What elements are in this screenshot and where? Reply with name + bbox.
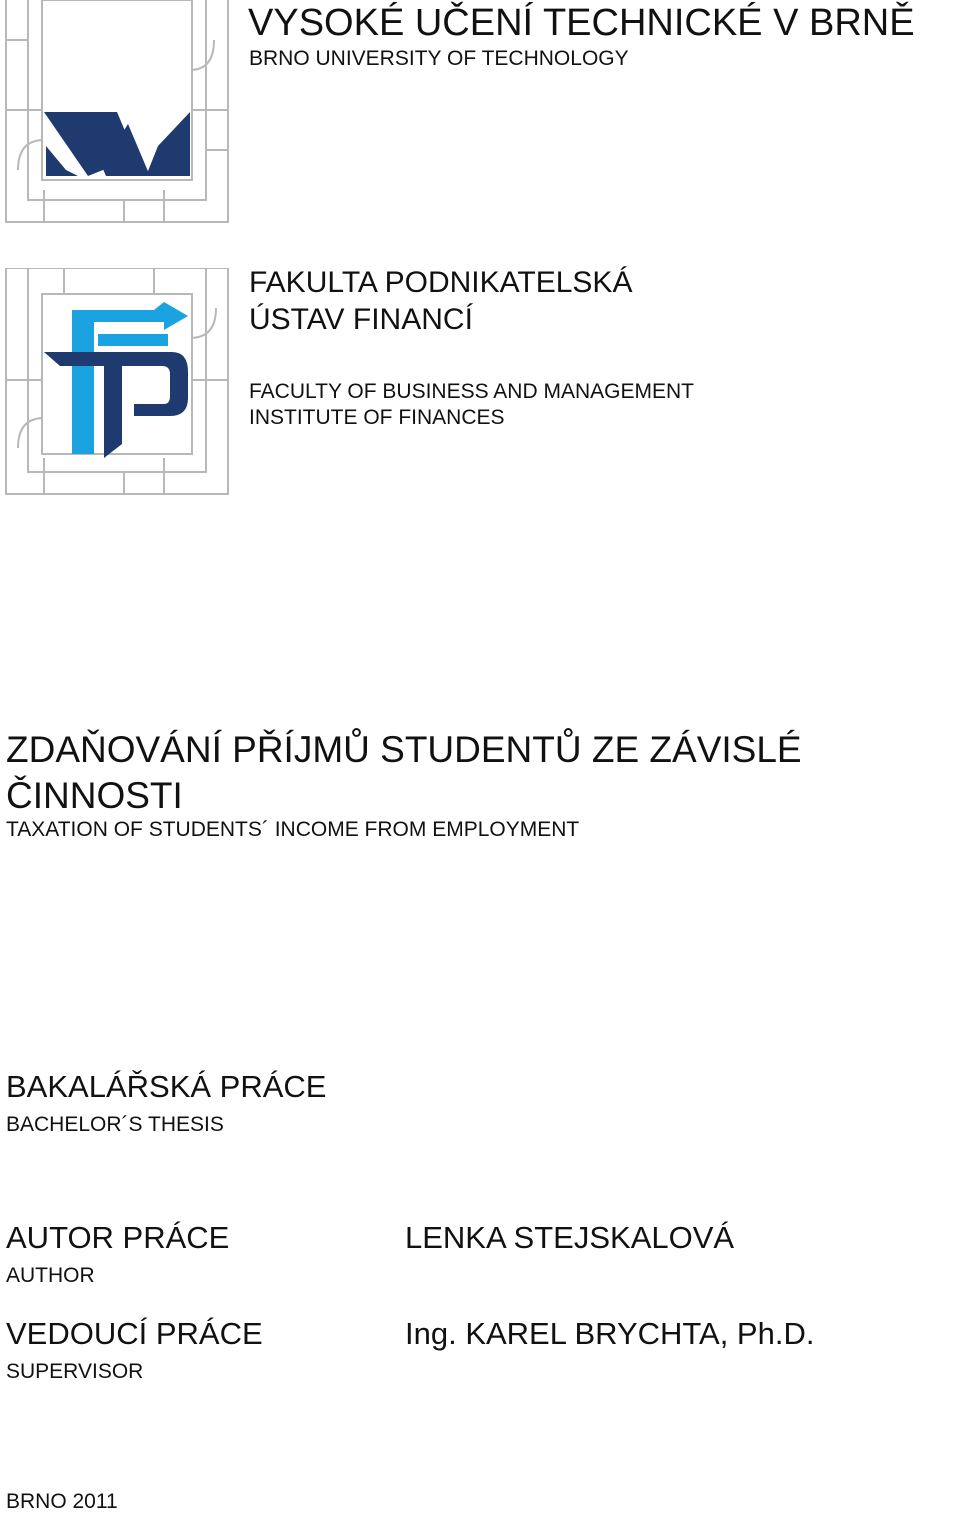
fp-logo-icon [4,268,230,496]
institute-name-cz: ÚSTAV FINANCÍ [249,303,473,336]
university-name-cz: VYSOKÉ UČENÍ TECHNICKÉ V BRNĚ [248,2,915,44]
institute-name-en: INSTITUTE OF FINANCES [249,406,505,429]
vut-logo-icon [4,0,230,224]
place-year: BRNO 2011 [6,1490,118,1513]
supervisor-name: Ing. KAREL BRYCHTA, Ph.D. [405,1316,815,1351]
thesis-title-en: TAXATION OF STUDENTS´ INCOME FROM EMPLOYMENT [6,818,580,841]
supervisor-label-en: SUPERVISOR [6,1360,144,1383]
author-label-cz: AUTOR PRÁCE [6,1220,230,1255]
thesis-type-cz: BAKALÁŘSKÁ PRÁCE [6,1069,327,1104]
author-name: LENKA STEJSKALOVÁ [405,1220,735,1255]
faculty-name-cz: FAKULTA PODNIKATELSKÁ [249,266,633,299]
supervisor-label-cz: VEDOUCÍ PRÁCE [6,1316,263,1351]
author-label-en: AUTHOR [6,1264,95,1287]
thesis-title-cz: ZDAŇOVÁNÍ PŘÍJMŮ STUDENTŮ ZE ZÁVISLÉ ČINNOSTI [6,729,802,816]
university-name-en: BRNO UNIVERSITY OF TECHNOLOGY [249,47,629,70]
thesis-type-en: BACHELOR´S THESIS [6,1113,224,1136]
faculty-name-en: FACULTY OF BUSINESS AND MANAGEMENT [249,380,694,403]
